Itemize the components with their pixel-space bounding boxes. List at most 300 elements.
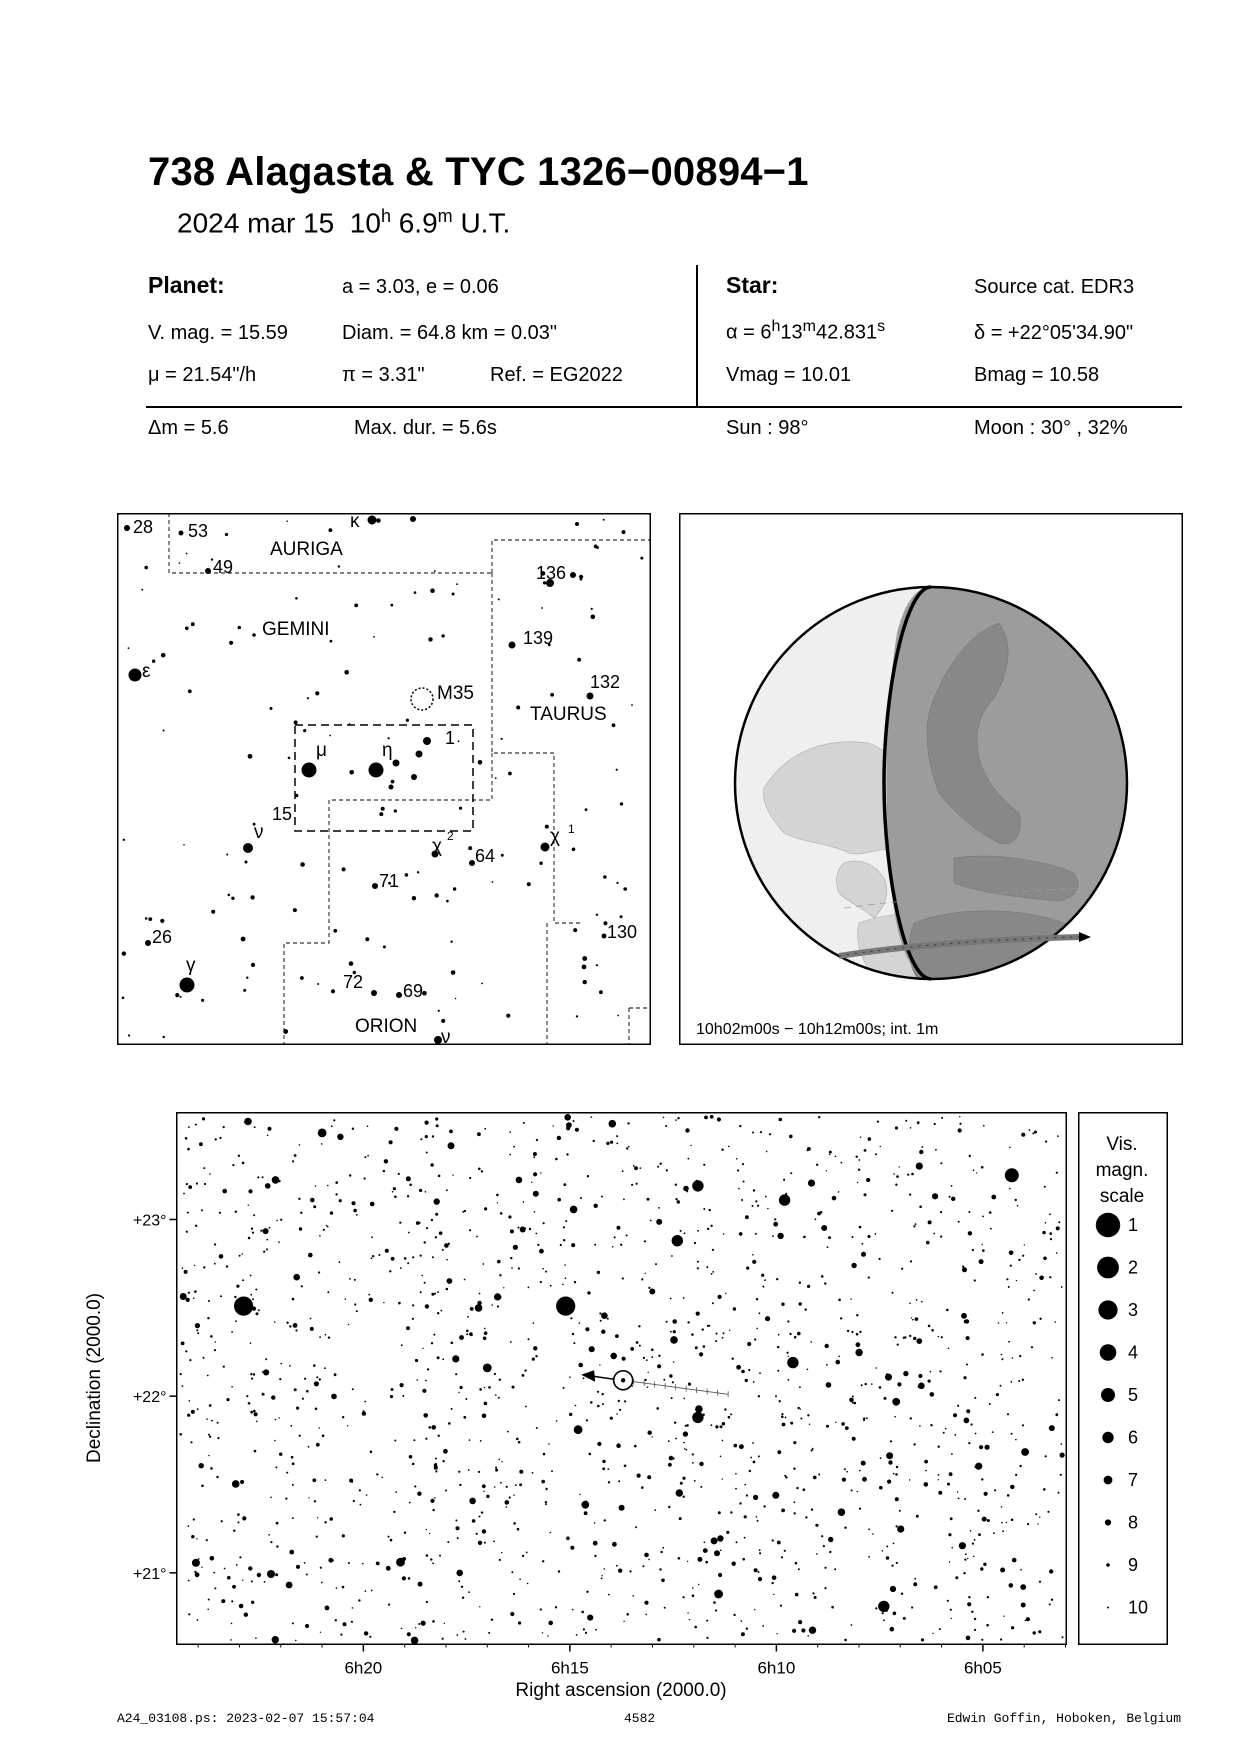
field-star	[289, 1365, 291, 1367]
field-star	[1011, 1433, 1013, 1435]
field-star	[984, 1492, 988, 1496]
field-star	[360, 1504, 362, 1506]
field-star	[1054, 1321, 1056, 1323]
field-star	[879, 1486, 883, 1490]
field-star	[778, 1334, 780, 1336]
field-star	[966, 1336, 970, 1340]
field-star	[757, 1571, 759, 1573]
field-star	[420, 1291, 422, 1293]
field-star	[741, 1370, 745, 1374]
field-star	[676, 1489, 683, 1496]
field-star	[1031, 1346, 1033, 1348]
field-star	[993, 1532, 995, 1534]
field-star	[789, 1135, 793, 1139]
field-star	[251, 1580, 253, 1582]
field-star	[511, 1571, 513, 1573]
finder-field-star	[434, 570, 436, 572]
field-star	[752, 1254, 754, 1256]
finder-field-star	[591, 608, 593, 610]
field-star	[1021, 1133, 1025, 1137]
field-star	[652, 1436, 653, 1437]
event-datetime	[177, 206, 510, 239]
field-star	[781, 1303, 784, 1306]
field-star	[484, 1387, 485, 1388]
field-star	[314, 1381, 319, 1386]
finder-named-star	[389, 785, 394, 790]
field-star	[629, 1570, 631, 1572]
field-star	[1022, 1255, 1024, 1257]
field-star	[534, 1211, 536, 1213]
field-star	[623, 1199, 625, 1201]
field-star	[253, 1214, 255, 1216]
ra-m-unit: m	[802, 318, 816, 335]
field-star	[389, 1140, 393, 1144]
field-star	[182, 1385, 184, 1387]
field-star	[578, 1363, 583, 1368]
field-star	[903, 1617, 906, 1620]
field-star	[644, 1379, 646, 1381]
field-star	[610, 1353, 617, 1360]
field-star	[327, 1291, 329, 1293]
field-star	[378, 1254, 380, 1256]
finder-field-star	[329, 528, 333, 532]
event-minutes: 6.9	[398, 207, 438, 239]
field-star	[787, 1320, 789, 1322]
field-star	[587, 1615, 593, 1621]
field-star	[520, 1227, 526, 1233]
field-star	[982, 1216, 984, 1218]
field-star	[707, 1228, 709, 1230]
field-star	[533, 1322, 535, 1324]
field-star	[876, 1367, 878, 1369]
field-star	[343, 1622, 347, 1626]
field-star	[753, 1189, 755, 1191]
field-star	[779, 1118, 783, 1122]
field-star	[852, 1396, 854, 1398]
field-star	[484, 1331, 488, 1335]
field-star	[941, 1336, 943, 1338]
field-star	[482, 1263, 484, 1265]
field-star	[451, 1342, 454, 1345]
field-star	[420, 1255, 422, 1257]
field-star	[840, 1317, 842, 1319]
field-star	[757, 1520, 759, 1522]
field-star	[461, 1586, 463, 1588]
field-star	[276, 1522, 279, 1525]
greek-chi-2-index: 2	[447, 829, 454, 843]
field-star	[957, 1491, 958, 1492]
field-star	[888, 1460, 892, 1464]
field-star	[800, 1418, 802, 1420]
field-star	[573, 1342, 575, 1344]
field-star	[824, 1567, 826, 1569]
field-star	[745, 1379, 748, 1382]
field-star	[736, 1541, 738, 1543]
field-star	[275, 1466, 277, 1468]
field-star	[758, 1395, 760, 1397]
field-star	[248, 1566, 252, 1570]
scale-title-line-3: scale	[1099, 1186, 1145, 1207]
finder-field-star	[620, 915, 623, 918]
finder-named-star	[180, 978, 195, 993]
field-star	[426, 1227, 428, 1229]
field-star	[358, 1599, 360, 1601]
field-star	[407, 1262, 409, 1264]
field-star	[208, 1434, 210, 1436]
field-star	[1039, 1516, 1040, 1517]
field-star	[467, 1316, 469, 1318]
field-star	[897, 1382, 901, 1386]
field-star	[817, 1212, 821, 1216]
field-star	[959, 1123, 961, 1125]
finder-named-star	[371, 990, 377, 996]
field-star	[709, 1209, 711, 1211]
field-star	[333, 1119, 335, 1121]
field-star	[524, 1369, 526, 1371]
field-star	[717, 1535, 723, 1541]
field-star	[814, 1596, 817, 1599]
field-star	[747, 1342, 751, 1346]
field-star	[371, 1590, 373, 1592]
field-star	[386, 1566, 391, 1571]
field-star	[279, 1378, 281, 1380]
field-star	[741, 1199, 743, 1201]
field-star	[752, 1205, 754, 1207]
finder-field-star	[191, 622, 195, 626]
finder-field-star	[228, 894, 231, 897]
field-star	[980, 1567, 983, 1570]
field-star	[730, 1413, 732, 1415]
field-star	[327, 1185, 329, 1187]
field-star	[755, 1233, 757, 1235]
field-star	[195, 1572, 200, 1577]
field-star	[695, 1405, 703, 1413]
field-star	[1009, 1147, 1011, 1149]
field-star	[364, 1401, 366, 1403]
field-star	[550, 1532, 552, 1534]
field-star	[231, 1623, 233, 1625]
field-star	[497, 1305, 499, 1307]
field-star	[531, 1182, 532, 1183]
field-star	[448, 1142, 455, 1149]
field-star	[575, 1128, 579, 1132]
field-star	[779, 1400, 781, 1402]
field-star	[456, 1634, 458, 1636]
field-star	[324, 1367, 326, 1369]
finder-field-star	[492, 881, 494, 883]
field-star	[754, 1568, 758, 1572]
field-star	[257, 1176, 259, 1178]
field-star	[555, 1606, 557, 1608]
finder-field-star	[539, 862, 542, 865]
field-star	[895, 1473, 898, 1476]
finder-field-star	[122, 951, 126, 955]
field-star	[438, 1175, 441, 1178]
field-star	[226, 1398, 229, 1401]
field-star	[754, 1338, 756, 1340]
field-star	[859, 1331, 861, 1333]
field-star	[603, 1568, 605, 1570]
field-star	[326, 1225, 328, 1227]
field-star	[235, 1320, 237, 1322]
field-star	[442, 1638, 444, 1640]
finder-field-star	[459, 807, 462, 810]
star-label-26: 26	[152, 927, 173, 947]
field-star	[399, 1222, 401, 1224]
field-star	[388, 1536, 390, 1538]
field-star	[684, 1232, 686, 1234]
field-star	[739, 1232, 743, 1236]
field-star	[982, 1244, 983, 1245]
field-star	[458, 1471, 460, 1473]
field-star	[202, 1117, 205, 1120]
field-star	[483, 1491, 484, 1492]
field-star	[416, 1379, 418, 1381]
field-star	[777, 1450, 781, 1454]
field-star	[612, 1246, 614, 1248]
field-star	[219, 1212, 221, 1214]
field-star	[687, 1321, 689, 1323]
field-star	[855, 1349, 862, 1356]
field-star	[499, 1379, 501, 1381]
field-star	[250, 1411, 253, 1414]
sun-elongation: Sun : 98°	[726, 417, 809, 439]
field-star	[371, 1236, 373, 1238]
field-star	[1045, 1141, 1047, 1143]
finder-field-star	[603, 875, 607, 879]
finder-field-star	[572, 848, 576, 852]
field-star	[990, 1228, 992, 1230]
field-star	[207, 1609, 209, 1611]
finder-named-star	[509, 642, 516, 649]
field-star	[699, 1462, 703, 1466]
field-star	[562, 1284, 564, 1286]
field-star	[456, 1570, 463, 1577]
bright-star	[787, 1357, 798, 1368]
field-star	[191, 1535, 194, 1538]
field-star	[294, 1388, 297, 1391]
field-star	[914, 1578, 916, 1580]
field-star	[671, 1397, 673, 1399]
field-star	[886, 1556, 889, 1559]
field-star	[325, 1334, 327, 1336]
field-star	[510, 1341, 512, 1343]
field-star	[316, 1536, 318, 1538]
field-star	[760, 1131, 762, 1133]
finder-named-star	[393, 760, 400, 767]
field-star	[670, 1336, 678, 1344]
field-star	[753, 1461, 756, 1464]
field-star	[1015, 1199, 1017, 1201]
field-star	[566, 1122, 572, 1128]
field-star	[479, 1293, 481, 1295]
field-star	[665, 1125, 667, 1127]
field-star	[196, 1538, 197, 1539]
field-star	[842, 1478, 846, 1482]
field-star	[951, 1185, 953, 1187]
magnitude-scale-label: 8	[1128, 1512, 1139, 1533]
field-star	[692, 1462, 694, 1464]
field-star	[308, 1446, 310, 1448]
field-star	[310, 1198, 315, 1203]
field-star	[675, 1184, 677, 1186]
field-star	[680, 1482, 683, 1485]
field-star	[857, 1491, 858, 1492]
field-star	[221, 1599, 225, 1603]
field-star	[481, 1170, 483, 1172]
field-star	[917, 1121, 920, 1124]
field-star	[981, 1166, 984, 1169]
field-star	[1022, 1424, 1024, 1426]
field-star	[231, 1331, 233, 1333]
field-star	[1002, 1530, 1004, 1532]
field-star	[808, 1180, 815, 1187]
field-star	[348, 1562, 350, 1564]
finder-named-star	[602, 934, 607, 939]
field-star	[583, 1628, 585, 1630]
field-star	[798, 1620, 802, 1624]
field-star	[886, 1452, 893, 1459]
field-star	[670, 1298, 672, 1300]
field-star	[608, 1481, 610, 1483]
field-star	[718, 1511, 721, 1514]
field-star	[678, 1557, 681, 1560]
field-star	[540, 1608, 542, 1610]
field-star	[651, 1348, 654, 1351]
field-star	[188, 1126, 190, 1128]
finder-field-star	[456, 583, 458, 585]
finder-field-star	[450, 941, 452, 943]
finder-field-star	[582, 965, 587, 970]
field-star	[673, 1361, 674, 1362]
field-star	[883, 1619, 885, 1621]
field-star	[584, 1511, 588, 1515]
field-star	[911, 1173, 914, 1176]
field-star	[932, 1633, 933, 1634]
field-star	[744, 1484, 746, 1486]
finder-named-star	[570, 572, 576, 578]
field-star	[275, 1573, 278, 1576]
finder-field-star	[148, 917, 152, 921]
field-star	[895, 1497, 899, 1501]
field-star	[468, 1591, 470, 1593]
field-star	[299, 1435, 301, 1437]
field-star	[893, 1612, 897, 1616]
field-star	[251, 1378, 253, 1380]
field-star	[967, 1558, 968, 1559]
field-star	[517, 1227, 519, 1229]
finder-field-star	[596, 964, 598, 966]
field-star	[203, 1167, 205, 1169]
field-star	[991, 1195, 996, 1200]
field-star	[214, 1243, 216, 1245]
field-star	[188, 1580, 190, 1582]
field-star	[535, 1355, 537, 1357]
field-star	[1043, 1257, 1047, 1261]
star-label-139: 139	[523, 628, 554, 648]
field-star	[825, 1344, 829, 1348]
field-star	[586, 1591, 588, 1593]
finder-field-star	[390, 604, 393, 607]
field-star	[918, 1386, 920, 1388]
field-star	[497, 1202, 498, 1203]
field-star	[298, 1198, 300, 1200]
field-star	[982, 1249, 985, 1252]
field-star	[194, 1290, 197, 1293]
field-star	[401, 1628, 403, 1630]
field-star	[706, 1637, 708, 1639]
field-star	[619, 1409, 621, 1411]
field-star	[989, 1403, 991, 1405]
field-star	[594, 1522, 596, 1524]
field-star	[209, 1404, 212, 1407]
field-star	[785, 1417, 787, 1419]
bright-star	[714, 1590, 723, 1599]
field-star	[349, 1278, 351, 1280]
field-star	[1049, 1425, 1055, 1431]
field-star	[434, 1198, 440, 1204]
field-star	[372, 1255, 374, 1257]
field-star	[1049, 1603, 1051, 1605]
greek-epsilon: ε	[142, 661, 151, 682]
field-star	[292, 1160, 294, 1162]
field-star	[849, 1398, 854, 1403]
field-star	[193, 1298, 195, 1300]
field-star	[429, 1533, 430, 1534]
magnitude-scale-label: 1	[1128, 1215, 1139, 1235]
field-star	[364, 1156, 366, 1158]
field-star	[686, 1449, 688, 1451]
field-star	[628, 1146, 630, 1148]
finder-field-star	[455, 998, 457, 1000]
field-star	[505, 1500, 510, 1505]
planet-heading: Planet:	[148, 272, 225, 298]
field-star	[587, 1291, 590, 1294]
field-star	[1021, 1603, 1026, 1608]
field-star	[1001, 1354, 1003, 1356]
field-star	[880, 1457, 882, 1459]
greek-chi-1-index: 1	[568, 822, 575, 836]
field-star	[839, 1356, 841, 1358]
field-star	[435, 1463, 437, 1465]
field-star	[1057, 1135, 1059, 1137]
field-star	[430, 1163, 433, 1166]
finder-field-star	[591, 615, 596, 620]
field-star	[230, 1639, 232, 1641]
field-star	[951, 1453, 953, 1455]
field-star	[863, 1419, 865, 1421]
field-star	[516, 1438, 519, 1441]
field-star	[476, 1533, 478, 1535]
field-star	[394, 1127, 398, 1131]
field-star	[916, 1163, 923, 1170]
field-star	[859, 1508, 861, 1510]
field-star	[292, 1298, 295, 1301]
field-star	[342, 1586, 345, 1589]
field-star	[788, 1356, 789, 1357]
field-star	[469, 1439, 471, 1441]
field-star	[765, 1316, 770, 1321]
field-star	[250, 1373, 252, 1375]
finder-field-star	[286, 520, 288, 522]
field-star	[362, 1411, 366, 1415]
field-star	[484, 1207, 487, 1210]
field-star	[440, 1310, 442, 1312]
field-star	[459, 1484, 461, 1486]
field-star	[647, 1475, 651, 1479]
field-star	[728, 1416, 731, 1419]
field-star	[182, 1267, 184, 1269]
